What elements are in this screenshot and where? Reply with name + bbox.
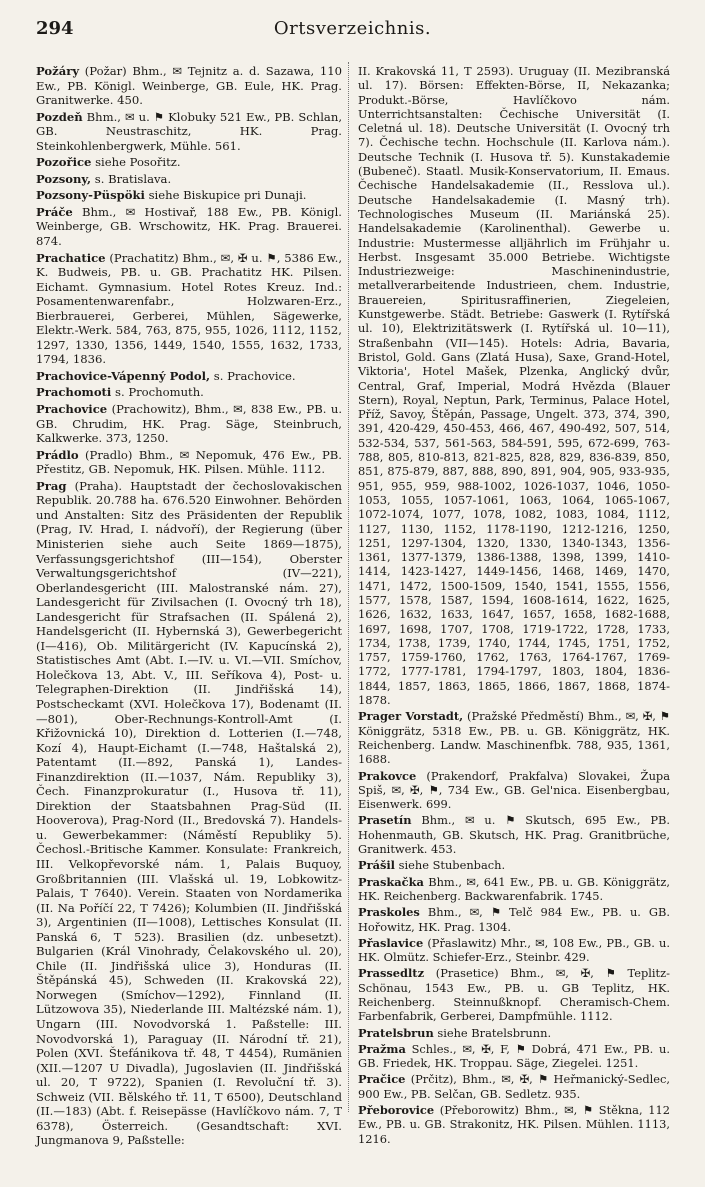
entry-place-name: Prachovice bbox=[36, 402, 108, 417]
entry-place-name: Pozsony, bbox=[36, 171, 92, 186]
gazetteer-entry bbox=[36, 251, 342, 367]
entry-description: Bhm., ✉, 641 Ew., PB. u. GB. Königgrätz, HK. Reichenberg. Backwarenfabrik. 1745. bbox=[358, 874, 671, 903]
gazetteer-entry bbox=[358, 1026, 670, 1040]
gazetteer-entry bbox=[36, 385, 342, 400]
gazetteer-entry bbox=[36, 155, 342, 170]
gazetteer-entry bbox=[36, 172, 342, 187]
entry-description: (Prakendorf, Prakfalva) Slovakei, Župa Spiš, ✉, ✠, ⚑, 734 Ew., GB. Gel'nica. Eisenbergbau, Eisenwerk. 699. bbox=[358, 768, 670, 812]
entry-description: (Prachowitz), Bhm., ✉, 838 Ew., PB. u. GB. Chrudim, HK. Prag. Säge, Steinbruch, Kalkwerke. 373, 1250. bbox=[36, 402, 343, 446]
entry-place-name: Prachatice bbox=[36, 250, 106, 265]
entry-place-name: Pračice bbox=[358, 1072, 406, 1087]
entry-description: (Přaslawitz) Mhr., ✉, 108 Ew., PB., GB. u. HK. Olmütz. Schiefer-Erz., Steinbr. 429. bbox=[358, 935, 670, 965]
entry-description: (Pražské Předměstí) Bhm., ✉, ✠, ⚑ Königgrätz, 5318 Ew., PB. u. GB. Königgrätz, HK. Reichenberg. Landw. Maschinenfbk. 788, 935, 1361, 1688. bbox=[358, 709, 670, 767]
gazetteer-entry bbox=[358, 1072, 670, 1101]
entry-place-name: Přaslavice bbox=[358, 935, 424, 950]
entry-description: siehe Stubenbach. bbox=[398, 858, 506, 873]
gazetteer-entry bbox=[358, 769, 670, 812]
gazetteer-entry bbox=[36, 369, 342, 384]
gazetteer-entry bbox=[358, 936, 670, 965]
entry-place-name: Prádlo bbox=[36, 447, 79, 462]
entry-description: Bhm., ✉ u. ⚑ Skutsch, 695 Ew., PB. Hohenmauth, GB. Skutsch, HK. Prag. Granitbrüche, Granitwerk. 453. bbox=[358, 813, 670, 857]
gazetteer-entry bbox=[358, 813, 670, 856]
entry-place-name: Pozsony-Püspöki bbox=[36, 188, 145, 203]
entry-description: II. Krakovská 11, T 2593). Uruguay (II. Mezibranská ul. 17). Börsen: Effekten-Börse, II, Nekazanka; Produkt.-Börse, Havlíčkovo nám. Unterrichtsanstalten: Čechische Universität (I. Celetná ul. 18). Deutsche Universität (I. Ovocný trh 7). Čechische techn. Hochschule (II. Karlova nám.). Deutsche Technik (I. Husova tř. 5). Kunstakademie (Bubeneč). Staatl. Musik-Konservatorium, II. Emaus. Čechische Handelsakademie (II., Resslova ul.). Deutsche Handelsakademie (I. Masný trh). Technologisches Museum (II. Mariánská 25). Handelsakademie (Karolinenthal). Gewerbe u. Industrie: Mustermesse alljährlich im Frühjahr u. Herbst. Insgesamt 35.000 Betriebe. Wichtigste Industriezweige: Maschinenindustrie, metallverarbeitende Industrieen, chem. Industrie, Brauereien, Spiritusraffinerien, Ziegeleien, Kunstgewerbe. Städt. Betriebe: Gaswerk (I. Rytířská ul. 10), Elektrizitätswerk (I. Rytířská ul. 10—11), Straßenbahn (VII—145). Hotels: Adria, Bavaria, Bristol, Gold. Gans (Zlatá Husa), Saxe, Grand-Hotel, Viktoria', Hotel Mašek, Plzenka, Anglický dvůr, Central, Graf, Imperial, Modrá Hvězda (Blauer Stern), Royal, Neptun, Park, Terminus, Palace Hotel, Příž, Savoy, Štěpán, Passage, Ungelt. 373, 374, 390, 391, 420-429, 450-453, 466, 467, 490-492, 507, 514, 532-534, 537, 561-563, 584-591, 595, 672-699, 763-788, 805, 810-813, 821-825, 828, 829, 836-839, 850, 851, 875-879, 887, 888, 890, 891, 904, 905, 933-935, 951, 955, 959, 988-1002, 1026-1037, 1046, 1050-1053, 1055, 1057-1061, 1063, 1064, 1065-1067, 1072-1074, 1077, 1078, 1082, 1083, 1084, 1112, 1127, 1130, 1152, 1178-1190, 1212-1216, 1250, 1251, 1297-1304, 1320, 1330, 1340-1343, 1356-1361, 1377-1379, 1386-1388, 1398, 1399, 1410-1414, 1423-1427, 1449-1456, 1468, 1469, 1470, 1471, 1472, 1500-1509, 1540, 1541, 1555, 1556, 1577, 1578, 1587, 1594, 1608-1614, 1622, 1625, 1626, 1632, 1633, 1647, 1657, 1658, 1682-1688, 1697, 1698, 1707, 1708, 1719-1722, 1728, 1733, 1734, 1738, 1739, 1740, 1744, 1745, 1751, 1752, 1757, 1759-1760, 1762, 1763, 1764-1767, 1769-1772, 1777-1781, 1794-1797, 1803, 1804, 1836-1844, 1857, 1863, 1865, 1866, 1867, 1868, 1874-1878. bbox=[358, 64, 670, 708]
entry-description: Schles., ✉, ✠, F, ⚑ Dobrá, 471 Ew., PB. u. GB. Friedek, HK. Troppau. Säge, Ziegelei. 1251. bbox=[358, 1041, 671, 1071]
page-header bbox=[0, 18, 705, 48]
page-number: 294 bbox=[36, 18, 74, 39]
gazetteer-entry bbox=[358, 1103, 670, 1146]
entry-place-name: Pratelsbrun bbox=[358, 1025, 434, 1040]
entry-description: Bhm., ✉ u. ⚑ Klobuky 521 Ew., PB. Schlan, GB. Neustraschitz, HK. Prag. Steinkohlenbergwerk, Mühle. 561. bbox=[36, 109, 343, 153]
entry-description: (Pradlo) Bhm., ✉ Nepomuk, 476 Ew., PB. Přestitz, GB. Nepomuk, HK. Pilsen. Mühle. 1112. bbox=[36, 447, 342, 477]
entry-place-name: Požáry bbox=[36, 64, 80, 78]
entry-place-name: Pozdeň bbox=[36, 109, 83, 124]
entry-place-name: Přeborovice bbox=[358, 1103, 435, 1118]
right-column bbox=[358, 64, 670, 1148]
gazetteer-entry bbox=[358, 64, 670, 707]
gazetteer-entry bbox=[36, 448, 342, 477]
gazetteer-entry bbox=[36, 188, 342, 203]
entry-place-name: Pozořice bbox=[36, 155, 92, 170]
entry-description: Bhm., ✉ Hostivař, 188 Ew., PB. Königl. Weinberge, GB. Wrschowitz, HK. Prag. Brauerei. 874. bbox=[36, 204, 342, 249]
gazetteer-entry bbox=[358, 905, 670, 934]
entry-description: s. Prachovice. bbox=[213, 368, 296, 383]
gazetteer-entry bbox=[36, 479, 342, 1148]
entry-description: (Prasetice) Bhm., ✉, ✠, ⚑ Teplitz-Schönau, 1543 Ew., PB. u. GB Teplitz, HK. Reichenberg. Steinnußknopf. Cheramisch-Chem. Farbenfabrik, Gerberei, Dampfmühle. 1112. bbox=[358, 966, 670, 1024]
gazetteer-entry bbox=[358, 858, 670, 872]
gazetteer-entry bbox=[358, 875, 670, 904]
entry-place-name: Prassedltz bbox=[358, 966, 425, 981]
page-title: Ortsverzeichnis. bbox=[273, 18, 432, 39]
entry-place-name: Práče bbox=[36, 204, 73, 219]
entry-description: s. Bratislava. bbox=[94, 171, 172, 186]
entry-description: siehe Biskupice pri Dunaji. bbox=[148, 188, 307, 203]
entry-description: (Praha). Hauptstadt der čechoslovakischen Republik. 20.788 ha. 676.520 Einwohner. Behörden und Anstalten: Sitz des Präsidenten der Republik (Prag, IV. Hrad, I. nádvoří), der Regierung (über Ministerien siehe auch Seite 1869—1875), Verfassungsgerichtshof (III—154), Oberster Verwaltungsgerichtshof (IV—221), Oberlandesgericht (III. Malostranské nám. 27), Landesgericht für Zivilsachen (I. Ovocný trh 18), Landesgericht für Strafsachen (II. Spálená 2), Handelsgericht (II. Hybernská 3), Gewerbegericht (I—416), Ob. Militärgericht (IV. Kapucínská 2), Statistisches Amt (Abt. I.—IV. u. VI.—VII. Smíchov, Holečkova 13, Abt. V., III. Seříkova 4), Post- u. Telegraphen-Direktion (II. Jindřišská 14), Postscheckamt (XVI. Holečkova 17), Bodenamt (II.—801), Ober-Rechnungs-Kontroll-Amt (I. Křižovnická 10), Direktion d. Lotterien (I.—748, Kozí 4), Haupt-Eichamt (I.—748, Haštalská 2), Patentamt (II.—892, Panská 1), Landes-Finanzdirektion (II.—1037, Nám. Republiky 3), Čech. Finanzprokuratur (I., Husova tř. 11), Direktion der Staatsbahnen Prag-Süd (II. Hooverova), Prag-Nord (II., Bredovská 7). Handels- u. Gewerbekammer: (Náměstí Republiky 5). Čechosl.-Britische Kammer. Konsulate: Frankreich, III. Velkopřevorské nám. 1, Palais Buquoy, Großbritannien (III. Vlašská ul. 19, Lobkowitz-Palais, T 7640). Verein. Staaten von Nordamerika (II. Na Poříčí 22, T 7426); Kolumbien (II. Jindřišská 3), Argentinien (II—1008), Lettisches Konsulat (II. Panská 6, T 523). Brasilien (dz. unbesetzt). Bulgarien (Král Vinohrady, Čelakovského ul. 20), Chile (II. Jindřišská ulice 3), Honduras (II. Štěpánská 45), Schweden (II. Krakovská 22), Norwegen (Smíchov—1292), Finnland (II. Lützowova 35), Niederlande III. Maltézské nám. 1), Ungarn (III. Novodvorská 1. Paßstelle: III. Novodvorská 1), Paraguay (II. Národní tř. 21), Polen (XVI. Štefánikova tř. 48, T 4454), Rumänien (XII.—1207 U Divadla), Jugoslavien (II. Jindřišská ul. 20, T 9722), Spanien (I. Revoluční tř. 3). Schweiz (VII. Bělského tř. 11, T 6500), Deutschland (II.—183) (Abt. f. Reisepässe (Havlíčkovo nám. 7, T 6378), Österreich. (Gesandtschaft: XVI. Jungmanova 9, Paßstelle: bbox=[36, 478, 342, 1148]
entry-place-name: Prager Vorstadt, bbox=[358, 709, 464, 724]
column-divider bbox=[348, 62, 349, 1112]
gazetteer-entry bbox=[358, 709, 670, 766]
entry-description: Bhm., ✉, ⚑ Telč 984 Ew., PB. u. GB. Hořowitz, HK. Prag. 1304. bbox=[358, 905, 671, 934]
entry-place-name: Prášil bbox=[358, 858, 396, 873]
entry-description: s. Prochomuth. bbox=[115, 385, 204, 400]
entry-description: siehe Bratelsbrunn. bbox=[437, 1025, 552, 1040]
entry-place-name: Praskačka bbox=[358, 874, 424, 889]
entry-description: (Požar) Bhm., ✉ Tejnitz a. d. Sazawa, 110 Ew., PB. Königl. Weinberge, GB. Eule, HK. Prag. Granitwerke. 450. bbox=[36, 64, 342, 108]
gazetteer-entry bbox=[36, 64, 342, 108]
entry-description: siehe Posořitz. bbox=[95, 155, 181, 170]
left-column bbox=[36, 64, 342, 1150]
gazetteer-entry bbox=[36, 205, 342, 249]
entry-description: (Prachatitz) Bhm., ✉, ✠ u. ⚑, 5386 Ew., K. Budweis, PB. u. GB. Prachatitz HK. Pilsen. Eichamt. Gymnasium. Hotel Rotes Kreuz. Ind.: Posamentenwarenfabr., Holzwaren-Erz., Bierbrauerei, Gerberei, Mühlen, Sägewerke, Elektr.-Werk. 584, 763, 875, 955, 1026, 1112, 1152, 1297, 1330, 1356, 1449, 1540, 1555, 1632, 1733, 1794, 1836. bbox=[36, 250, 343, 367]
entry-place-name: Prachovice-Vápenný Podol, bbox=[36, 368, 211, 383]
gazetteer-entry bbox=[358, 966, 670, 1023]
entry-place-name: Prachomoti bbox=[36, 385, 112, 400]
entry-place-name: Prakovce bbox=[358, 768, 417, 783]
entry-place-name: Prasetín bbox=[358, 813, 412, 828]
entry-description: (Prčitz), Bhm., ✉, ✠, ⚑ Heřmanický-Sedlec, 900 Ew., PB. Selčan, GB. Sedletz. 935. bbox=[358, 1072, 671, 1101]
gazetteer-entry bbox=[36, 110, 342, 154]
entry-place-name: Prag bbox=[36, 478, 67, 493]
entry-place-name: Pražma bbox=[358, 1041, 406, 1056]
gazetteer-entry bbox=[358, 1042, 670, 1071]
entry-description: (Přeborowitz) Bhm., ✉, ⚑ Stěkna, 112 Ew., PB. u. GB. Strakonitz, HK. Pilsen. Mühlen. 1113, 1216. bbox=[358, 1103, 671, 1146]
entry-place-name: Praskoles bbox=[358, 905, 420, 920]
gazetteer-entry bbox=[36, 402, 342, 446]
